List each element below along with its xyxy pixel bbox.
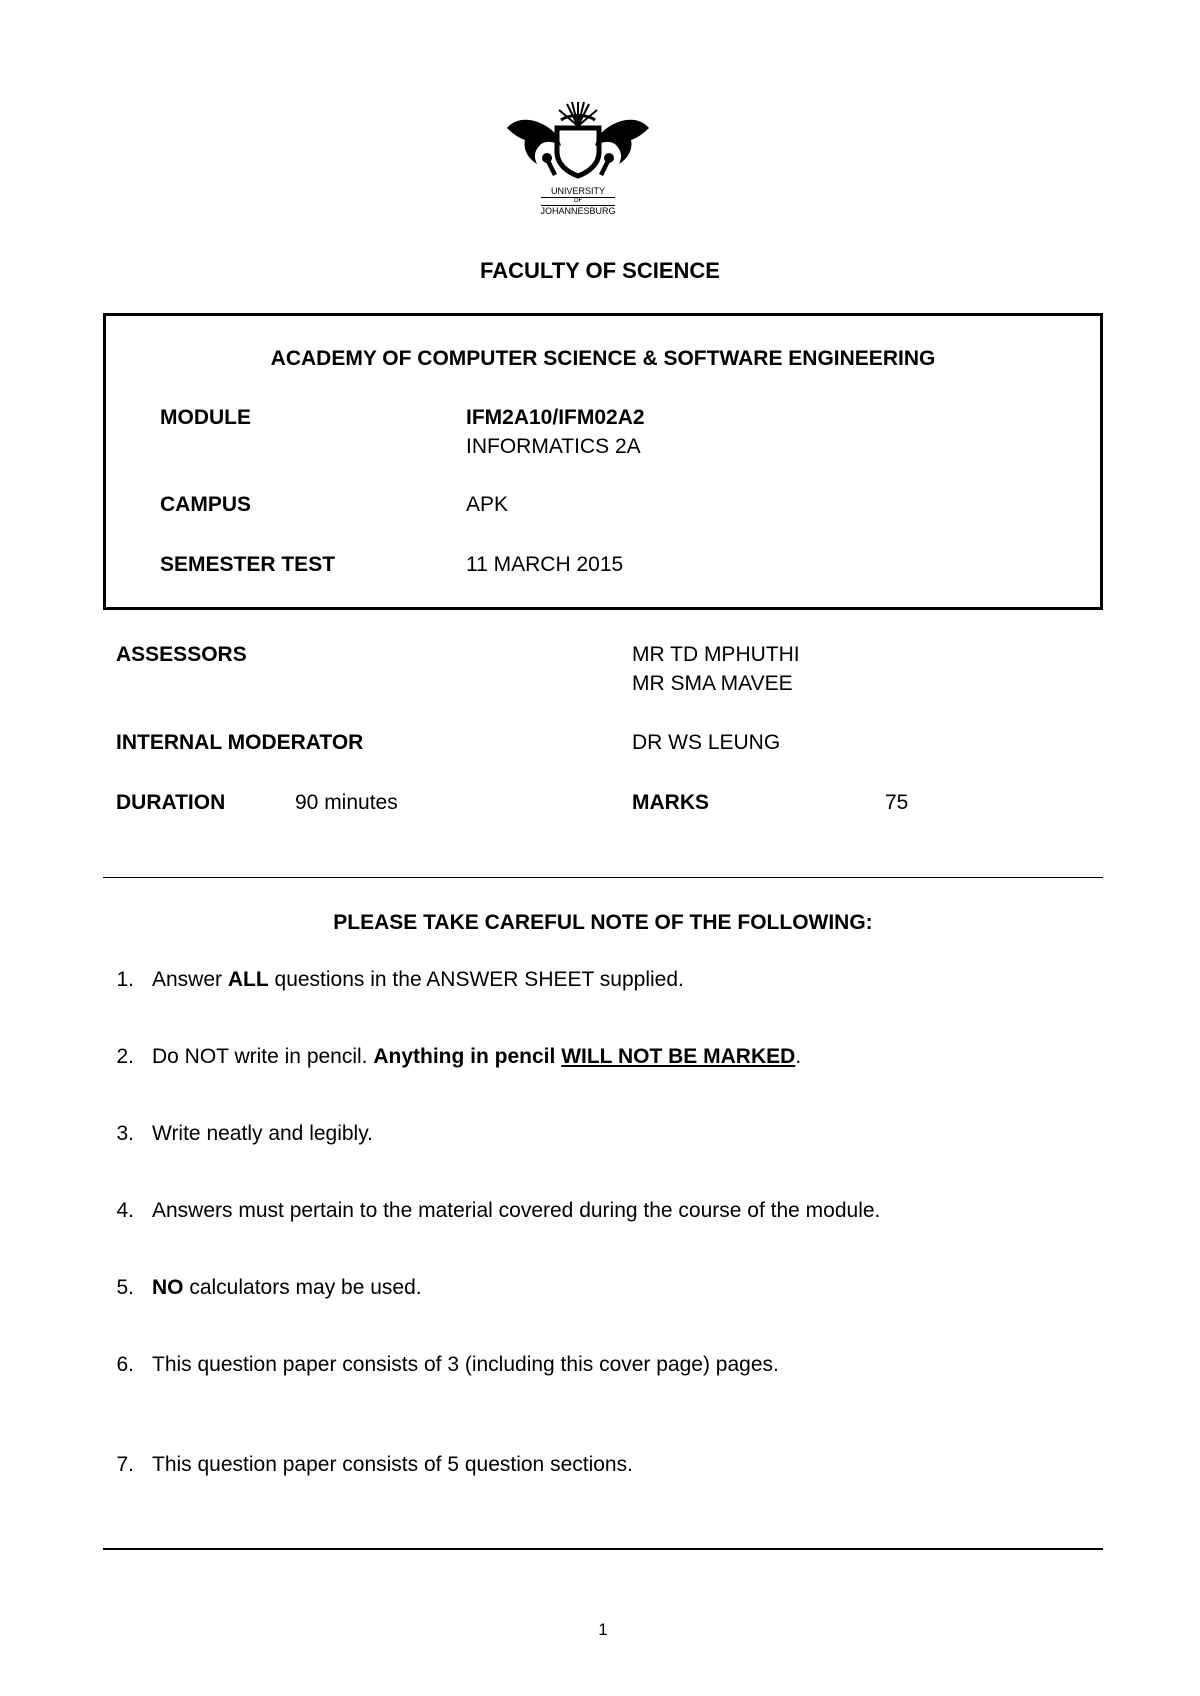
academy-heading: ACADEMY OF COMPUTER SCIENCE & SOFTWARE ENGINEERING <box>270 347 936 370</box>
list-item: Write neatly and legibly. <box>152 1122 374 1145</box>
list-text: . <box>795 1045 802 1068</box>
list-emphasis-underlined: WILL NOT BE MARKED <box>561 1045 796 1068</box>
assessor-name: MR TD MPHUTHI <box>632 643 800 666</box>
list-number: 3. <box>116 1122 134 1145</box>
duration-label: DURATION <box>116 791 226 814</box>
module-name: INFORMATICS 2A <box>466 435 641 458</box>
moderator-label: INTERNAL MODERATOR <box>116 731 364 754</box>
campus-label: CAMPUS <box>160 493 252 516</box>
university-logo <box>505 98 651 218</box>
list-item: This question paper consists of 5 question sections. <box>152 1453 633 1476</box>
list-item <box>152 967 684 993</box>
list-number: 2. <box>116 1045 134 1068</box>
list-number: 6. <box>116 1353 134 1376</box>
logo-text-johannesburg: JOHANNESBURG <box>540 206 616 216</box>
list-item: This question paper consists of 3 (including this cover page) pages. <box>152 1353 779 1376</box>
list-number: 4. <box>116 1199 134 1222</box>
list-text: questions in the ANSWER SHEET supplied. <box>268 968 684 991</box>
semester-test-date: 11 MARCH 2015 <box>466 553 624 576</box>
list-number: 1. <box>116 968 134 991</box>
module-code: IFM2A10/IFM02A2 <box>466 406 645 429</box>
list-number: 7. <box>116 1453 134 1476</box>
moderator-value: DR WS LEUNG <box>632 731 781 754</box>
campus-value: APK <box>466 493 509 516</box>
list-text: calculators may be used. <box>183 1276 422 1299</box>
marks-value: 75 <box>885 791 909 814</box>
list-emphasis: NO <box>152 1276 184 1299</box>
assessor-name: MR SMA MAVEE <box>632 672 793 695</box>
list-emphasis: Anything in pencil <box>373 1045 562 1068</box>
list-text: Do NOT write in pencil. <box>152 1045 374 1068</box>
bottom-divider-line <box>103 1548 1103 1550</box>
logo-text-of: OF <box>573 198 583 204</box>
faculty-heading: FACULTY OF SCIENCE <box>480 258 720 283</box>
notes-heading: PLEASE TAKE CAREFUL NOTE OF THE FOLLOWING: <box>333 911 873 934</box>
logo-text-university: UNIVERSITY <box>550 186 605 196</box>
list-item: Answers must pertain to the material covered during the course of the module. <box>152 1199 881 1222</box>
list-item <box>152 1044 801 1070</box>
assessors-label: ASSESSORS <box>116 643 247 666</box>
crest-icon <box>505 98 651 180</box>
list-emphasis: ALL <box>227 968 269 991</box>
module-label: MODULE <box>160 406 251 429</box>
list-text: Answer <box>152 968 228 991</box>
list-number: 5. <box>116 1276 134 1299</box>
page-number: 1 <box>598 1620 608 1639</box>
list-item <box>152 1275 422 1301</box>
duration-value: 90 minutes <box>295 791 398 814</box>
divider-line <box>103 877 1103 878</box>
marks-label: MARKS <box>632 791 709 814</box>
semester-test-label: SEMESTER TEST <box>160 553 336 576</box>
